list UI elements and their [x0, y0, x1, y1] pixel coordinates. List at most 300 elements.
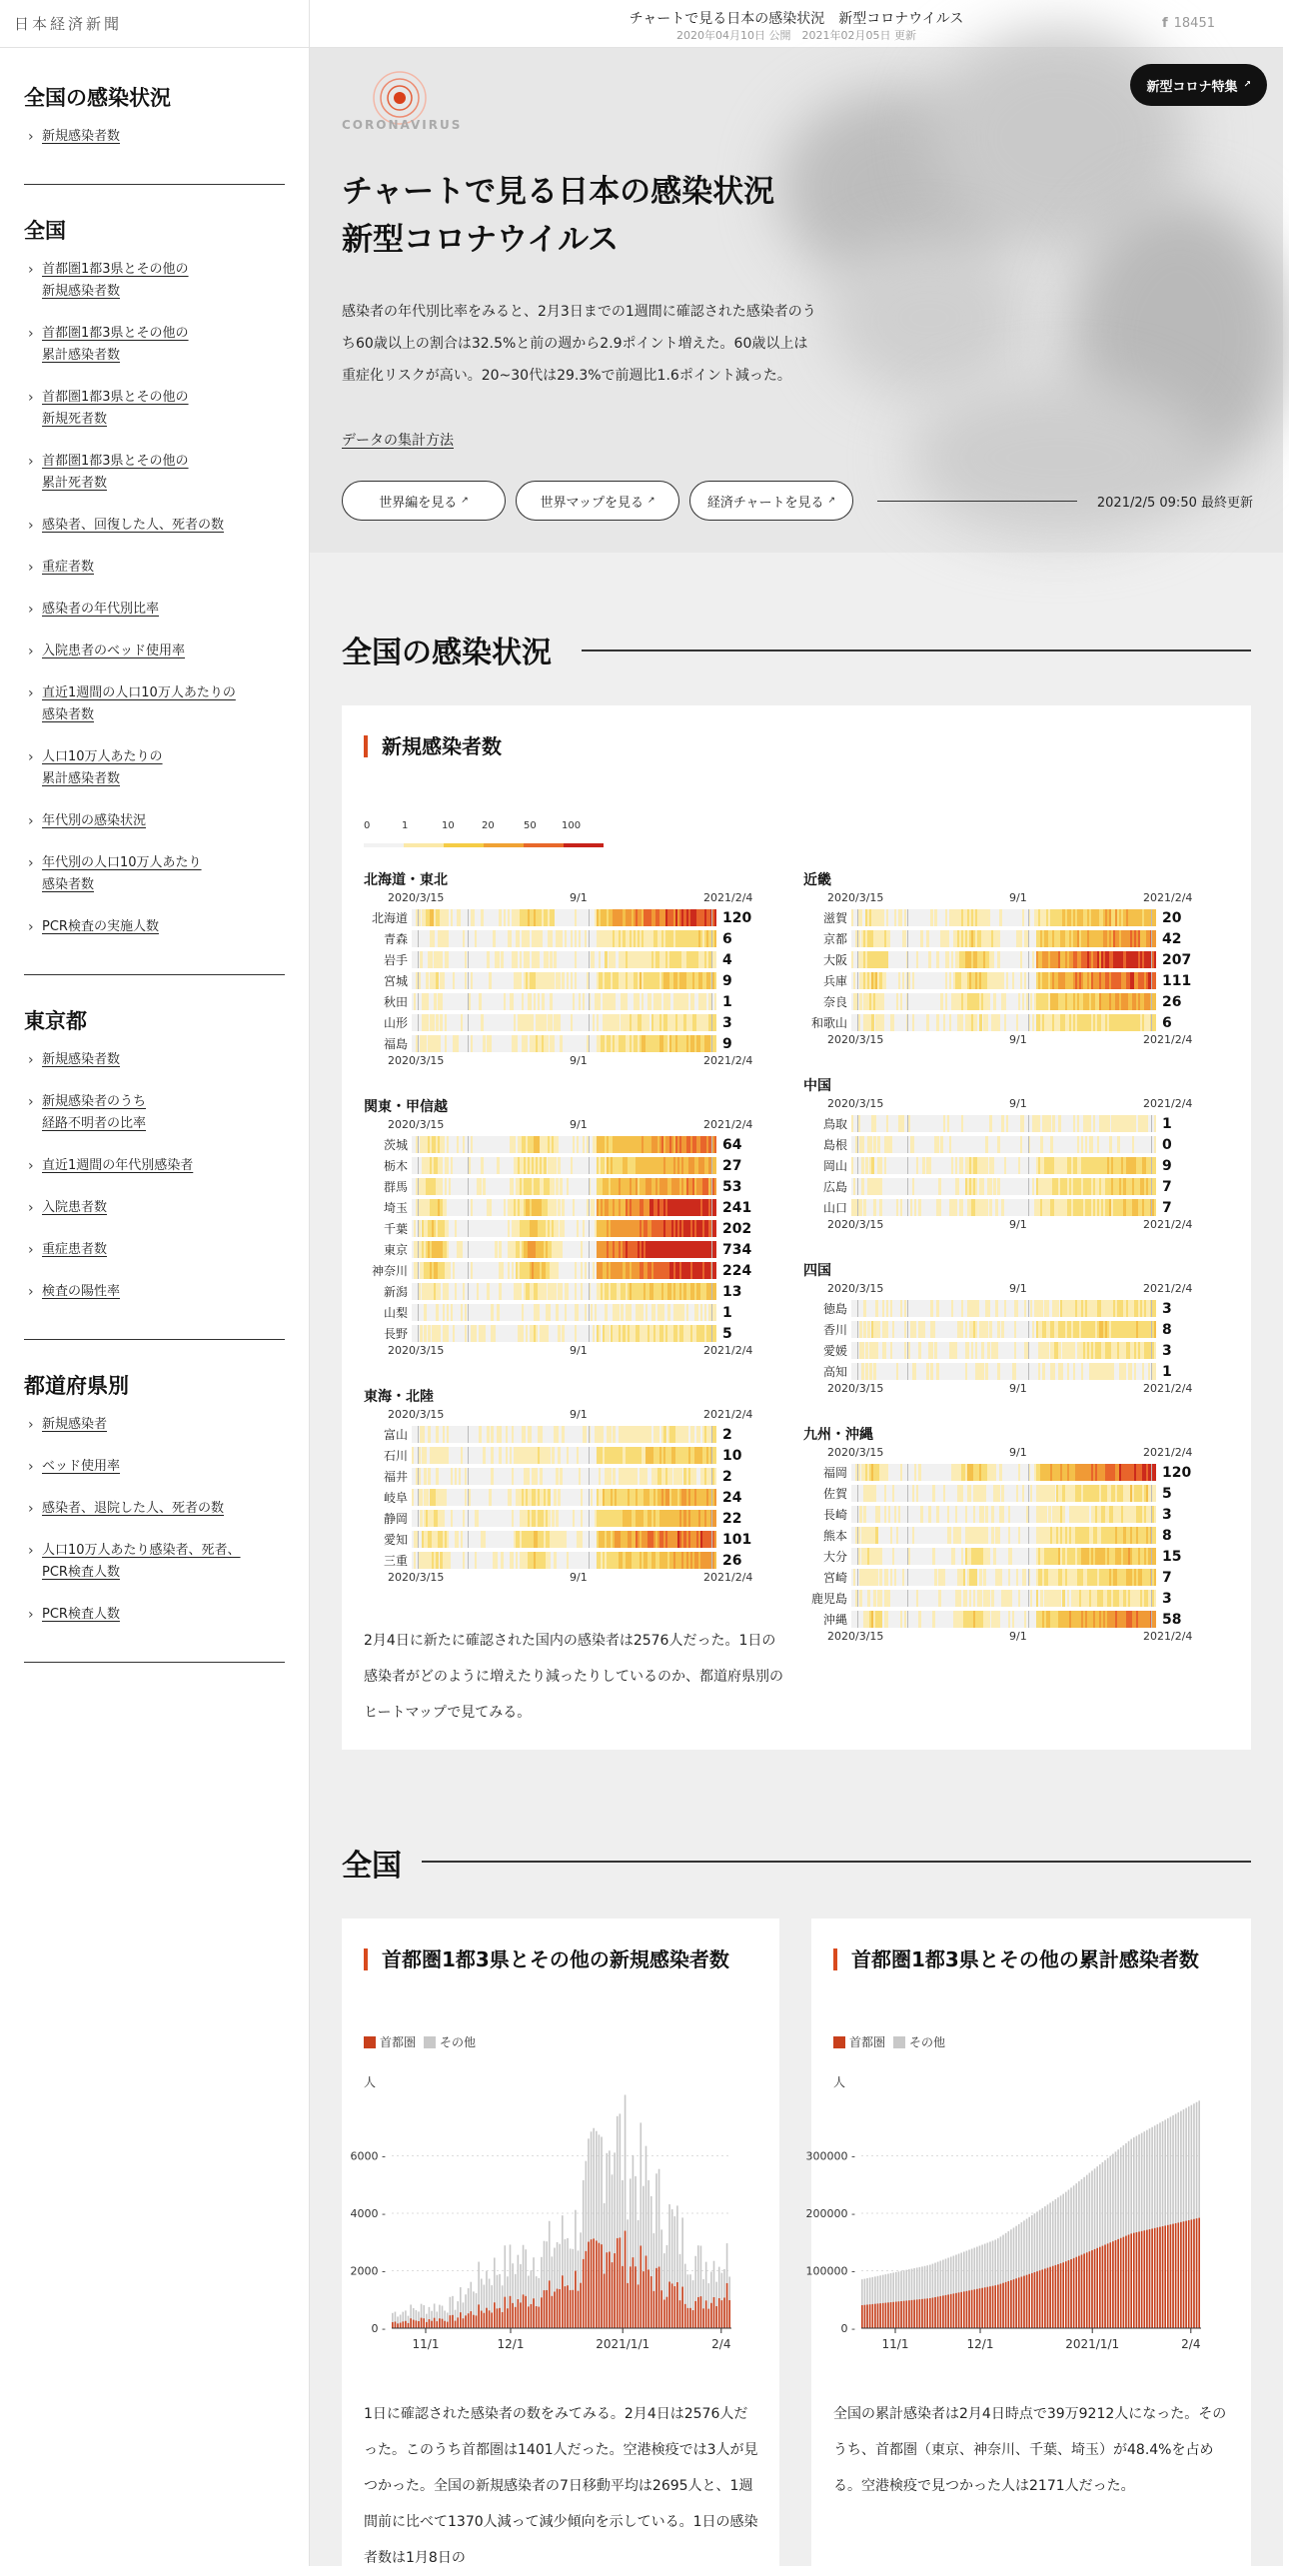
sidebar-nav-item[interactable]	[28, 557, 285, 579]
bar-metro	[653, 2291, 655, 2328]
axis-tick-label: 9/1	[1009, 1630, 1027, 1643]
sidebar-nav-item[interactable]	[28, 916, 285, 938]
heatmap-card	[342, 705, 1251, 1750]
latest-count: 120	[1162, 1464, 1192, 1481]
legend-swatch-metro	[364, 2036, 376, 2048]
heatmap-row[interactable]	[803, 1176, 1198, 1197]
nav-section	[24, 1340, 285, 1663]
bar-metro	[591, 2239, 593, 2328]
bar-metro	[465, 2315, 467, 2328]
bar-metro	[575, 2271, 577, 2328]
bar-metro	[1065, 2261, 1067, 2328]
heatmap-row[interactable]	[364, 928, 758, 949]
axis-tick-label: 2021/2/4	[703, 1344, 753, 1357]
sidebar-nav-item[interactable]	[28, 1498, 285, 1520]
heatmap-row[interactable]	[803, 1155, 1198, 1176]
legend-label-metro: 首都圏	[849, 2035, 886, 2049]
bar-metro	[1188, 2220, 1190, 2328]
sidebar-nav-item-label: 重症者数	[42, 560, 95, 575]
prefecture-name: 鳥取	[822, 1117, 847, 1131]
sidebar-nav-item[interactable]	[28, 1239, 285, 1261]
bar-metro	[1070, 2259, 1072, 2328]
region-name: 北海道・東北	[364, 872, 448, 888]
bar-metro	[874, 2304, 876, 2328]
bar-metro	[976, 2289, 978, 2328]
nav-section-title: 全国の感染状況	[24, 86, 171, 110]
bar-metro	[1143, 2230, 1145, 2328]
bar-metro	[979, 2288, 981, 2328]
nav-section	[24, 185, 285, 975]
sidebar-nav-item[interactable]	[28, 810, 285, 832]
prefecture-name: 福岡	[822, 1466, 847, 1480]
sidebar-nav-item[interactable]	[28, 259, 285, 303]
sidebar-nav-item[interactable]	[28, 323, 285, 367]
heatmap-strip	[412, 930, 716, 947]
bar-metro	[1018, 2277, 1020, 2328]
heatmap-row[interactable]	[364, 1218, 758, 1239]
heatmap-row[interactable]	[803, 1012, 1198, 1033]
axis-tick-label: 2021/2/4	[1143, 1218, 1193, 1231]
latest-count: 7	[1162, 1569, 1172, 1586]
heatmap-row[interactable]	[364, 1239, 758, 1260]
y-axis-unit: 人	[833, 2075, 846, 2089]
heatmap-row[interactable]	[364, 991, 758, 1012]
heatmap-strip	[851, 1611, 1156, 1628]
sidebar-nav-item[interactable]	[28, 1155, 285, 1177]
heatmap-strip	[412, 951, 716, 968]
bar-metro	[1159, 2227, 1161, 2328]
sidebar-nav-item-label: 首都圏1都3県とその他の 累計死者数	[42, 454, 189, 491]
bar-metro	[1060, 2263, 1062, 2328]
bar-metro	[1167, 2225, 1169, 2328]
chevron-right-icon: ›	[28, 454, 34, 470]
bar-metro	[617, 2238, 619, 2328]
sidebar-nav-item[interactable]	[28, 746, 285, 790]
world-map-button[interactable]	[516, 481, 679, 521]
bar-metro	[1117, 2239, 1119, 2328]
bar-metro	[655, 2268, 657, 2328]
legend-label-metro: 首都圏	[380, 2035, 417, 2049]
scale-tick-label: 50	[524, 820, 537, 831]
axis-tick-label: 2021/2/4	[703, 891, 753, 904]
bar-metro	[676, 2282, 678, 2328]
bar-metro	[1130, 2233, 1132, 2328]
latest-count: 3	[1162, 1506, 1172, 1523]
bar-metro	[1041, 2269, 1043, 2328]
bar-metro	[1172, 2224, 1174, 2328]
bar-metro	[697, 2297, 699, 2328]
heatmap-row[interactable]	[803, 928, 1198, 949]
heatmap-row[interactable]	[364, 949, 758, 970]
prefecture-name: 和歌山	[810, 1016, 847, 1030]
world-button[interactable]	[342, 481, 506, 521]
latest-count: 58	[1162, 1611, 1182, 1628]
bar-metro	[552, 2296, 554, 2328]
heatmap-strip	[851, 1321, 1156, 1338]
prefecture-name: 宮城	[383, 974, 408, 988]
latest-count: 0	[1162, 1136, 1172, 1153]
bar-metro	[633, 2257, 635, 2328]
bar-metro	[994, 2285, 996, 2328]
method-link[interactable]: データの集計方法	[342, 433, 454, 449]
special-feature-button[interactable]	[1130, 64, 1267, 106]
heatmap-row[interactable]	[364, 1260, 758, 1281]
heatmap-row[interactable]	[364, 1529, 758, 1550]
prefecture-name: 青森	[383, 932, 408, 946]
sidebar-nav-item-label: 首都圏1都3県とその他の 新規死者数	[42, 390, 189, 427]
heatmap-strip	[412, 1157, 716, 1174]
heatmap-strip	[412, 1283, 716, 1300]
bar-metro	[1075, 2257, 1077, 2328]
bar-metro	[572, 2290, 574, 2328]
bar-metro	[721, 2300, 723, 2328]
heatmap-row[interactable]	[364, 1445, 758, 1466]
prefecture-name: 徳島	[822, 1302, 847, 1316]
heatmap-row[interactable]	[364, 1197, 758, 1218]
bar-metro	[486, 2308, 488, 2328]
heatmap-strip	[851, 1157, 1156, 1174]
heatmap-row[interactable]	[803, 1319, 1198, 1340]
heatmap-row[interactable]	[364, 1323, 758, 1344]
bar-metro	[395, 2321, 397, 2328]
hero	[310, 48, 1283, 553]
bar-metro	[660, 2290, 662, 2328]
x-tick-label: 11/1	[881, 2337, 909, 2351]
coronavirus-logo-icon	[342, 68, 454, 124]
heatmap-row[interactable]	[803, 949, 1198, 970]
bar-metro	[668, 2282, 670, 2328]
heatmap-region	[364, 869, 758, 1070]
heatmap-description: 2月4日に新たに確認された国内の感染者は2576人だった。1日の感染者がどのように増えたり減ったりしているのか、都道府県別のヒートマップで見てみる。	[364, 1633, 783, 1721]
bar-metro	[1141, 2231, 1143, 2328]
bar-metro	[612, 2262, 614, 2328]
chevron-right-icon: ›	[28, 129, 34, 145]
bar-metro	[609, 2251, 611, 2328]
chart-legend	[833, 2033, 945, 2050]
bar-metro	[866, 2304, 868, 2328]
bar-metro	[442, 2319, 444, 2328]
bar-metro	[1136, 2232, 1138, 2328]
prefecture-name: 高知	[822, 1365, 847, 1379]
sidebar-nav-item-label: 直近1週間の人口10万人あたりの 感染者数	[42, 685, 236, 722]
sidebar-nav-item[interactable]	[28, 1281, 285, 1303]
heatmap-strip	[851, 1485, 1156, 1502]
bar-metro	[546, 2290, 548, 2328]
region-name: 近畿	[803, 872, 831, 888]
bar-metro	[541, 2297, 543, 2328]
nikkei-logo[interactable]: 日本経済新聞	[14, 15, 123, 33]
bar-metro	[1081, 2255, 1083, 2328]
heatmap-row[interactable]	[803, 991, 1198, 1012]
latest-count: 734	[722, 1241, 752, 1258]
heatmap-axis	[364, 1344, 758, 1360]
heatmap-row[interactable]	[803, 1197, 1198, 1218]
chevron-right-icon: ›	[28, 1242, 34, 1258]
heatmap-row[interactable]	[803, 1588, 1198, 1609]
cumulative-cases-card	[805, 1919, 1251, 2566]
axis-tick-label: 9/1	[1009, 1097, 1027, 1110]
latest-count: 6	[1162, 1014, 1172, 1031]
heatmap-row[interactable]	[803, 1361, 1198, 1382]
bar-metro	[510, 2296, 512, 2328]
cumulative-cases-chart	[805, 2088, 1251, 2378]
bar-metro	[1183, 2221, 1185, 2328]
region-name: 関東・甲信越	[364, 1099, 448, 1115]
new-cases-description: 1日に確認された感染者の数をみてみる。2月4日は2576人だった。このうち首都圏は1401人だった。空港検疫では3人が見つかった。全国の新規感染者の7日移動平均は2695人と、1週間前に比べて1370人減って減少傾向を示している。1日の感染者数は1月8日の	[364, 2406, 758, 2566]
x-tick-label: 2021/1/1	[596, 2337, 650, 2351]
heatmap-row[interactable]	[803, 1483, 1198, 1504]
bar-metro	[416, 2320, 418, 2328]
latest-count: 1	[722, 1304, 732, 1321]
nav-section	[24, 48, 285, 185]
region-name: 四国	[803, 1263, 831, 1279]
bar-metro	[447, 2322, 449, 2328]
latest-count: 9	[722, 1035, 732, 1052]
bar-metro	[635, 2266, 637, 2328]
heatmap-row[interactable]	[364, 1424, 758, 1445]
bar-metro	[439, 2318, 441, 2328]
heatmap-strip	[412, 972, 716, 989]
bar-metro	[900, 2301, 902, 2328]
heatmap-strip	[412, 1304, 716, 1321]
sidebar-nav-item[interactable]	[28, 641, 285, 662]
logo-bar	[0, 0, 309, 48]
bar-metro	[470, 2311, 472, 2328]
sidebar-nav-item[interactable]	[28, 1414, 285, 1436]
bar-metro	[640, 2245, 642, 2328]
sidebar-nav-item[interactable]	[28, 1456, 285, 1478]
heatmap-row[interactable]	[364, 1281, 758, 1302]
bar-metro	[1164, 2225, 1166, 2328]
x-tick-label: 2/4	[711, 2337, 731, 2351]
axis-tick-label: 2021/2/4	[1143, 1446, 1193, 1459]
prefecture-name: 千葉	[383, 1222, 408, 1236]
bar-metro	[671, 2283, 673, 2328]
bar-metro	[583, 2259, 585, 2328]
heatmap-axis	[364, 1408, 758, 1424]
heatmap-row[interactable]	[364, 1487, 758, 1508]
sidebar-nav-item[interactable]	[28, 599, 285, 621]
x-tick-label: 2021/1/1	[1065, 2337, 1120, 2351]
bar-metro	[1000, 2284, 1002, 2328]
bar-metro	[968, 2290, 970, 2328]
bar-metro	[1057, 2264, 1059, 2328]
bar-metro	[418, 2321, 420, 2328]
heatmap-row[interactable]	[803, 1298, 1198, 1319]
page-title-line2: 新型コロナウイルス	[342, 222, 620, 258]
heatmap-row[interactable]	[803, 1134, 1198, 1155]
sidebar-nav-item-label: PCR検査の実施人数	[42, 919, 159, 934]
heatmap-strip	[851, 1300, 1156, 1317]
heatmap-row[interactable]	[364, 1466, 758, 1487]
divider	[582, 649, 1251, 651]
heatmap-axis	[364, 1054, 758, 1070]
heatmap-row[interactable]	[803, 970, 1198, 991]
heatmap-row[interactable]	[364, 907, 758, 928]
axis-tick-label: 2020/3/15	[827, 1382, 884, 1395]
bar-metro	[1015, 2278, 1017, 2328]
card-title: 新規感染者数	[364, 735, 502, 757]
prefecture-name: 山口	[822, 1201, 847, 1215]
axis-tick-label: 2021/2/4	[703, 1408, 753, 1421]
bar-metro	[723, 2297, 725, 2328]
heatmap-strip	[412, 1136, 716, 1153]
sidebar-nav-item[interactable]	[28, 515, 285, 537]
bar-metro	[502, 2312, 504, 2328]
latest-count: 24	[722, 1489, 742, 1506]
prefecture-name: 東京	[383, 1243, 408, 1257]
sidebar-nav-item-label: 入院患者のベッド使用率	[42, 644, 186, 658]
bar-metro	[1151, 2228, 1153, 2328]
heatmap-row[interactable]	[364, 1155, 758, 1176]
bar-metro	[1133, 2233, 1135, 2328]
external-link-icon: ↗	[646, 496, 655, 506]
latest-count: 120	[722, 909, 752, 926]
bar-metro	[463, 2318, 465, 2328]
legend-swatch-other	[424, 2036, 436, 2048]
heatmap-row[interactable]	[364, 1176, 758, 1197]
bar-metro	[728, 2300, 730, 2328]
latest-count: 3	[1162, 1342, 1172, 1359]
bar-metro	[953, 2293, 955, 2328]
chevron-right-icon: ›	[28, 813, 34, 829]
sidebar-nav-item[interactable]	[28, 1540, 285, 1584]
heatmap-row[interactable]	[803, 1567, 1198, 1588]
heatmap-row[interactable]	[364, 1033, 758, 1054]
prefecture-name: 秋田	[383, 995, 408, 1009]
prefecture-name: 熊本	[822, 1529, 847, 1543]
axis-tick-label: 2020/3/15	[388, 1344, 445, 1357]
bar-metro	[879, 2303, 881, 2328]
heatmap-strip	[412, 1035, 716, 1052]
heatmap-strip	[851, 1548, 1156, 1565]
latest-count: 53	[722, 1178, 742, 1195]
bar-metro	[1177, 2222, 1179, 2328]
bar-metro	[1068, 2260, 1070, 2328]
external-link-icon: ↗	[827, 496, 836, 506]
heatmap-row[interactable]	[803, 1113, 1198, 1134]
heatmap-row[interactable]	[364, 1134, 758, 1155]
bar-metro	[1191, 2219, 1193, 2328]
bar-metro	[620, 2237, 622, 2328]
bar-metro	[499, 2308, 501, 2328]
latest-count: 202	[722, 1220, 752, 1237]
heatmap-axis	[803, 1282, 1198, 1298]
bar-metro	[397, 2323, 399, 2328]
bar-metro	[934, 2297, 936, 2328]
axis-tick-label: 2021/2/4	[1143, 1630, 1193, 1643]
bar-metro	[885, 2303, 887, 2328]
heatmap-row[interactable]	[364, 1550, 758, 1571]
economy-chart-button[interactable]	[689, 481, 853, 521]
sidebar-nav-item[interactable]	[28, 1604, 285, 1626]
bar-metro	[578, 2291, 580, 2328]
chevron-right-icon: ›	[28, 1543, 34, 1559]
bar-metro	[1055, 2265, 1057, 2328]
heatmap-row[interactable]	[803, 1340, 1198, 1361]
sidebar-nav-item[interactable]	[28, 451, 285, 495]
heatmap-row[interactable]	[364, 1302, 758, 1323]
bar-metro	[689, 2308, 691, 2328]
axis-tick-label: 2020/3/15	[827, 1282, 884, 1295]
heatmap-strip	[851, 1014, 1156, 1031]
heatmap-strip	[851, 1342, 1156, 1359]
bar-metro	[457, 2317, 459, 2328]
bar-metro	[1099, 2247, 1101, 2328]
scale-tick-label: 1	[402, 820, 409, 831]
y-tick-label: 0 -	[840, 2322, 855, 2335]
sidebar-nav-item[interactable]	[28, 852, 285, 896]
sidebar-nav-item[interactable]	[28, 387, 285, 431]
sidebar-nav-item-label: 人口10万人あたりの 累計感染者数	[42, 749, 163, 786]
heatmap-strip	[412, 1241, 716, 1258]
bar-metro	[650, 2276, 652, 2328]
heatmap-row[interactable]	[803, 1609, 1198, 1630]
bar-metro	[861, 2305, 863, 2328]
heatmap-strip	[851, 993, 1156, 1010]
bar-metro	[1185, 2221, 1187, 2328]
heatmap-row[interactable]	[803, 907, 1198, 928]
sidebar-nav-item[interactable]	[28, 1091, 285, 1135]
bar-metro	[408, 2323, 410, 2328]
axis-tick-label: 9/1	[570, 1571, 588, 1584]
heatmap-row[interactable]	[803, 1504, 1198, 1525]
axis-tick-label: 2020/3/15	[827, 1033, 884, 1046]
heatmap-row[interactable]	[803, 1525, 1198, 1546]
heatmap-row[interactable]	[364, 970, 758, 991]
heatmap-strip	[851, 972, 1156, 989]
facebook-share[interactable]	[1162, 16, 1215, 31]
latest-count: 8	[1162, 1527, 1172, 1544]
sidebar-nav-item[interactable]	[28, 682, 285, 726]
heatmap-strip	[412, 1325, 716, 1342]
y-axis-unit: 人	[364, 2075, 377, 2089]
prefecture-name: 茨城	[383, 1138, 408, 1152]
chevron-right-icon: ›	[28, 518, 34, 534]
bar-metro	[718, 2298, 720, 2328]
sidebar-nav-item[interactable]	[28, 1197, 285, 1219]
bar-metro	[606, 2252, 608, 2328]
latest-count: 7	[1162, 1178, 1172, 1195]
prefecture-name: 北海道	[371, 911, 408, 925]
bar-metro	[1115, 2240, 1117, 2328]
bar-metro	[1028, 2274, 1030, 2328]
scale-tick-label: 10	[442, 820, 455, 831]
heatmap-strip	[412, 1178, 716, 1195]
heatmap-row[interactable]	[364, 1012, 758, 1033]
heatmap-strip	[851, 1363, 1156, 1380]
bar-metro	[586, 2251, 588, 2328]
heatmap-row[interactable]	[803, 1546, 1198, 1567]
bar-metro	[559, 2289, 561, 2328]
bar-metro	[684, 2304, 686, 2328]
sidebar-nav-item[interactable]	[28, 1049, 285, 1071]
heatmap-strip	[412, 1199, 716, 1216]
heatmap-row[interactable]	[803, 1462, 1198, 1483]
bar-metro	[1049, 2267, 1051, 2328]
facebook-count: 18451	[1173, 16, 1215, 31]
axis-tick-label: 9/1	[1009, 1446, 1027, 1459]
color-scale-bar	[364, 841, 624, 849]
latest-count: 101	[722, 1531, 752, 1548]
latest-count: 13	[722, 1283, 742, 1300]
region-name: 中国	[803, 1078, 831, 1094]
heatmap-row[interactable]	[364, 1508, 758, 1529]
heatmap-strip	[412, 1262, 716, 1279]
latest-count: 8	[1162, 1321, 1172, 1338]
sidebar-nav-item[interactable]	[28, 126, 285, 148]
bar-metro	[963, 2291, 965, 2328]
